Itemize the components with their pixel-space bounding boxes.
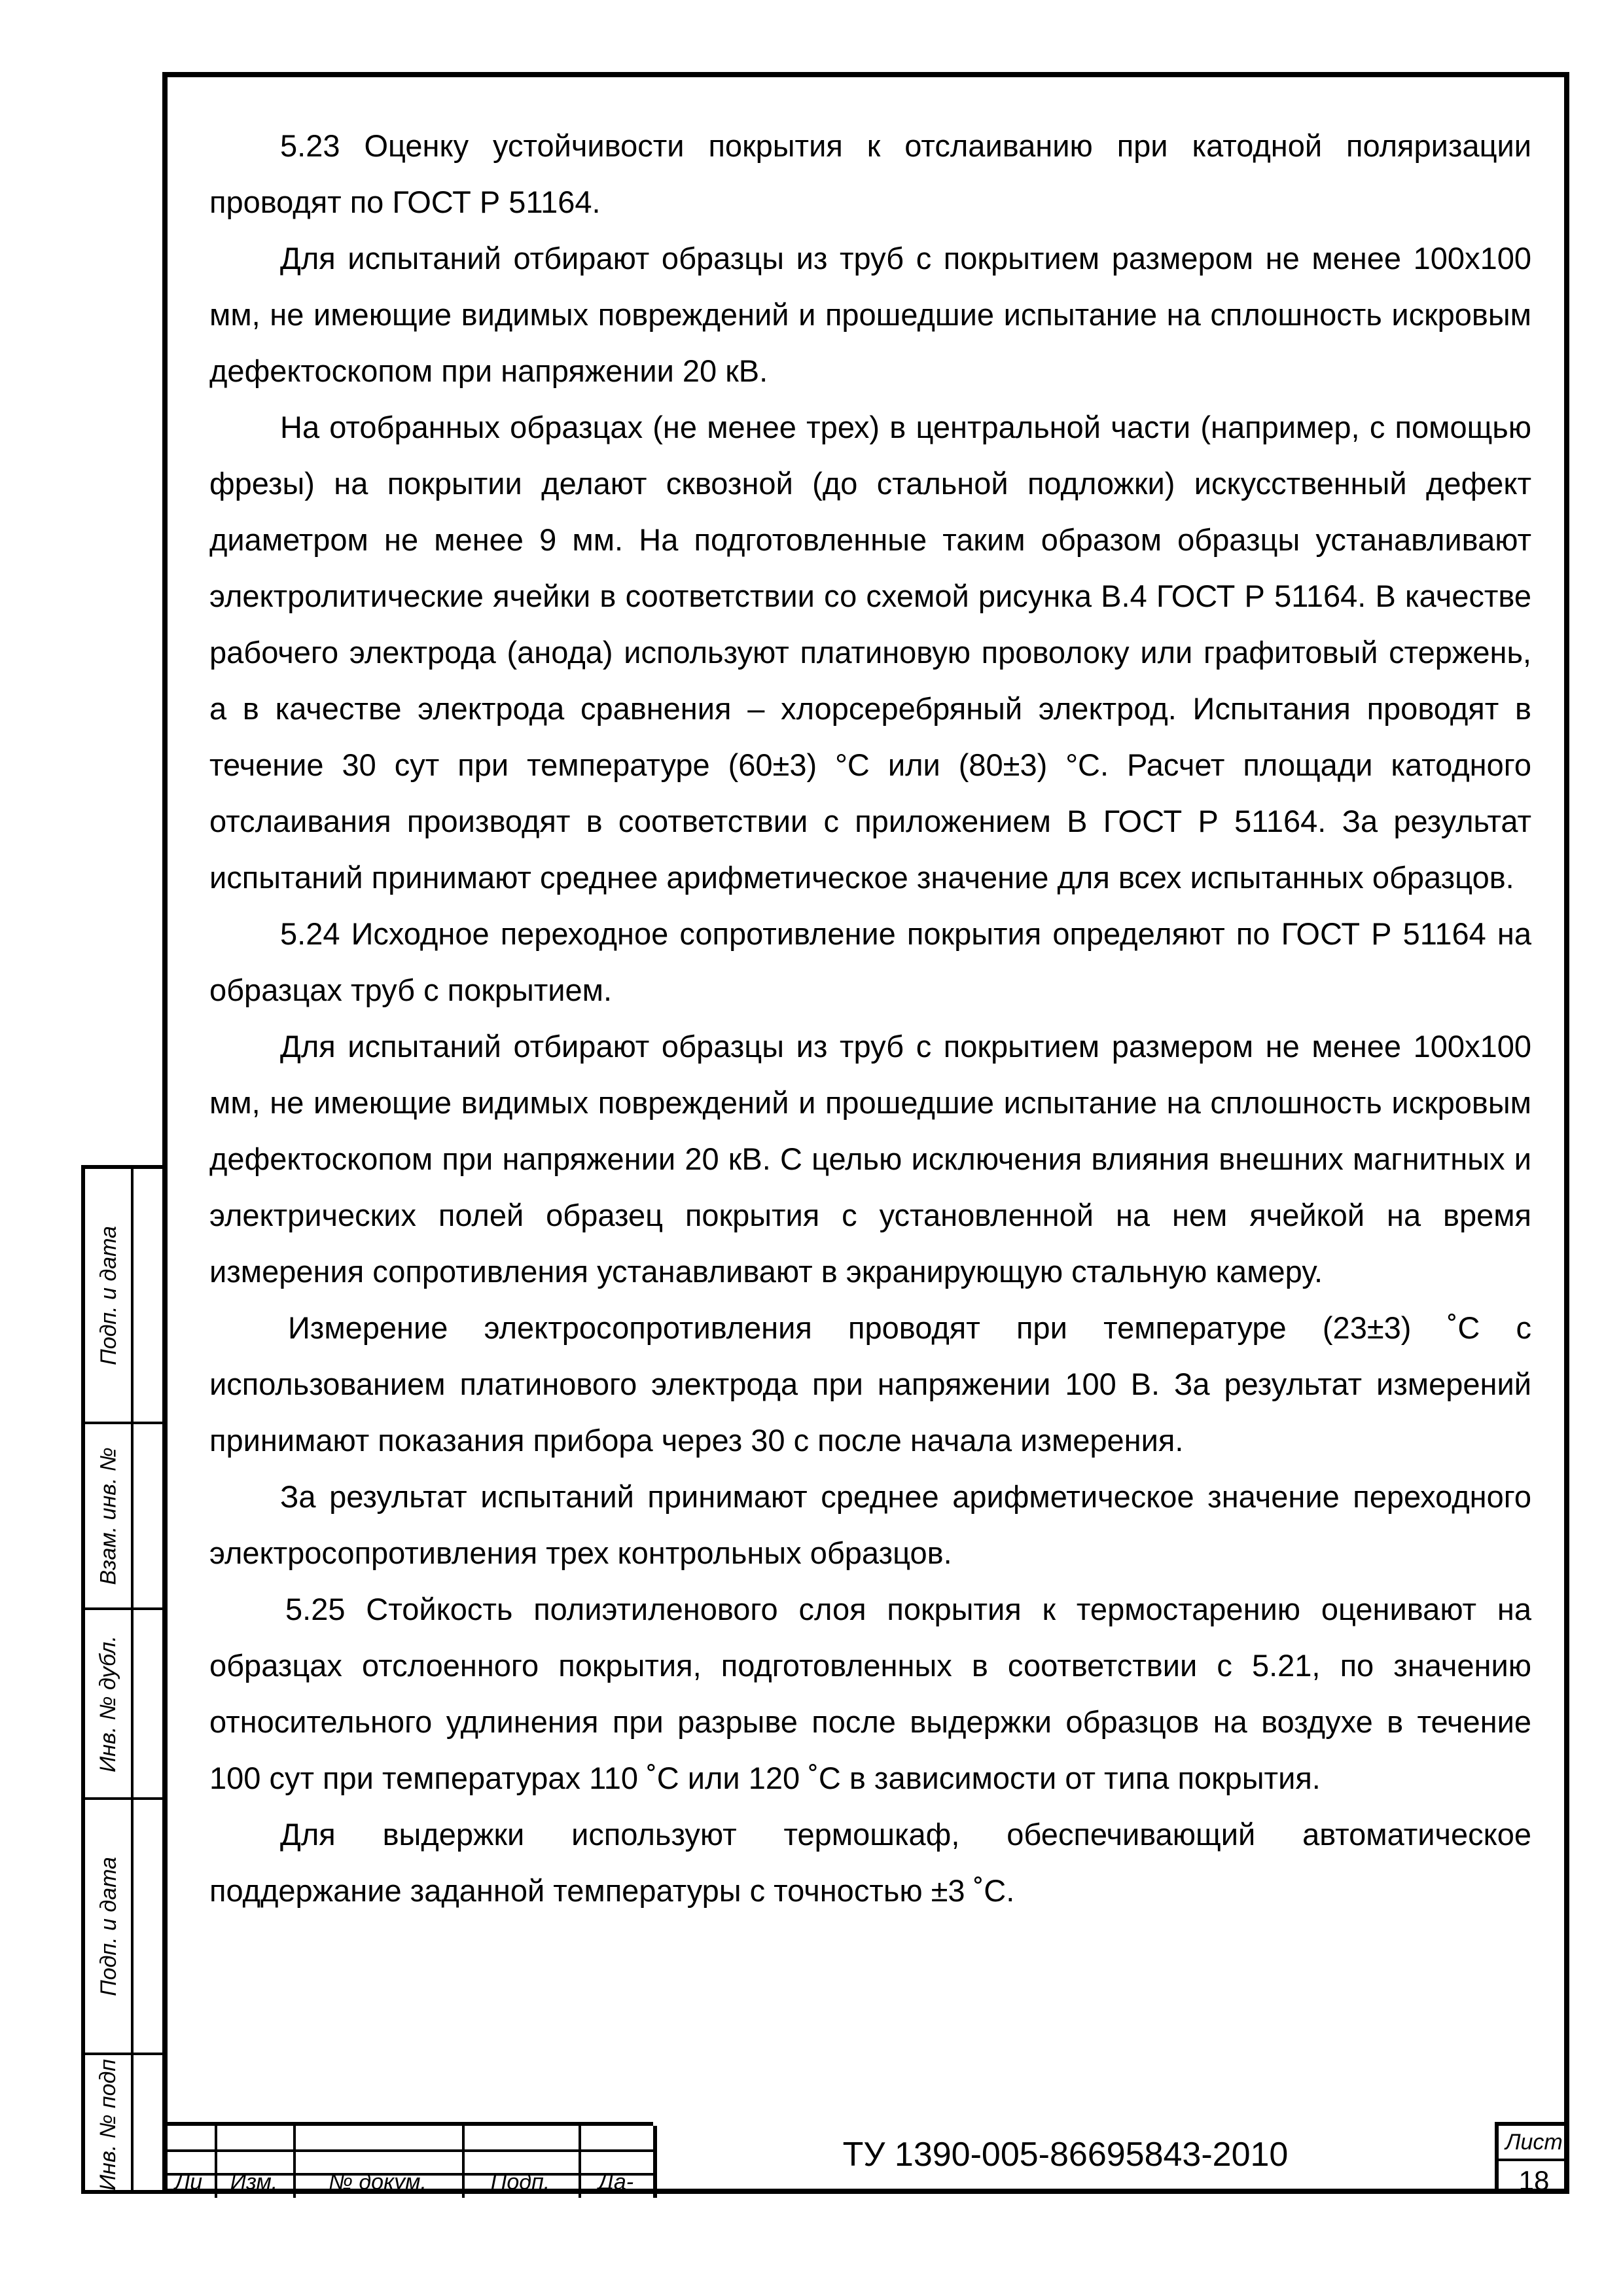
side-cell: [85, 1424, 166, 1610]
paragraph: Для испытаний отбирают образцы из труб с покрытием размером не менее 100х100 мм, не имеющие видимых повреждений и прошедшие испытание на сплошность искровым дефектоскопом при напряжении 20 кВ. С целью исключения влияния внешних магнитных и электрических полей образец покрытия с установленной на нем ячейкой на время измерения сопротивления устанавливают в экранирующую стальную камеру.: [209, 1029, 1531, 1289]
stamp-header: № докум.: [329, 2170, 427, 2195]
paragraph: Для испытаний отбирают образцы из труб с покрытием размером не менее 100х100 мм, не имеющие видимых повреждений и прошедшие испытание на сплошность искровым дефектоскопом при напряжении 20 кВ.: [209, 241, 1531, 388]
stamp-grid: [162, 2122, 653, 2198]
paragraph: 5.23 Оценку устойчивости покрытия к отслаиванию при катодной поляризации проводят по ГОСТ Р 51164.: [209, 128, 1531, 219]
side-strip: [81, 1165, 162, 2194]
side-cell: [85, 1610, 166, 1800]
document-body: [209, 118, 1531, 1919]
side-label: Инв. № подп: [96, 2058, 121, 2191]
stamp-header: Подп.: [490, 2170, 550, 2195]
sheet-label: Лист: [1505, 2130, 1563, 2155]
side-label: Взам. инв. №: [96, 1446, 121, 1585]
paragraph: На отобранных образцах (не менее трех) в центральной части (например, с помощью фрезы) на покрытии делают сквозной (до стальной подложки) искусственный дефект диаметром не менее 9 мм. На подготовленные таким образом образцы устанавливают электролитические ячейки в соответствии со схемой рисунка В.4 ГОСТ Р 51164. В качестве рабочего электрода (анода) используют платиновую проволоку или графитовый стержень, а в качестве электрода сравнения – хлорсеребряный электрод. Испытания проводят в течение 30 сут при температуре (60±3) °С или (80±3) °С. Расчет площади катодного отслаивания производят в соответствии с приложением В ГОСТ Р 51164. За результат испытаний принимают среднее арифметическое значение для всех испытанных образцов.: [209, 410, 1531, 895]
paragraph: Измерение электросопротивления проводят при температуре (23±3) ˚С с использованием платинового электрода при напряжении 100 В. За результат измерений принимают показания прибора через 30 с после начала измерения.: [209, 1310, 1531, 1458]
side-label: Подп. и дата: [96, 1856, 121, 1996]
title-block: [162, 2122, 1569, 2194]
side-cell: [85, 2055, 166, 2194]
sheet-number: 18: [1518, 2165, 1550, 2196]
side-label: Подп. и дата: [96, 1225, 121, 1365]
stamp-header: Изм.: [230, 2170, 278, 2195]
paragraph: 5.25 Стойкость полиэтиленового слоя покрытия к термостарению оценивают на образцах отслоенного покрытия, подготовленных в соответствии с 5.21, по значению относительного удлинения при разрыве после выдержки образцов на воздухе в течение 100 сут при температурах 110 ˚С или 120 ˚С в зависимости от типа покрытия.: [209, 1592, 1531, 1795]
side-cell: [85, 1169, 166, 1424]
side-label: Инв. № дубл.: [96, 1635, 121, 1772]
paragraph: 5.24 Исходное переходное сопротивление покрытия определяют по ГОСТ Р 51164 на образцах труб с покрытием.: [209, 916, 1531, 1007]
sheet-box: [1495, 2122, 1569, 2194]
paragraph: За результат испытаний принимают среднее арифметическое значение переходного электросопротивления трех контрольных образцов.: [209, 1479, 1531, 1570]
stamp-header: Ли: [174, 2170, 203, 2195]
document-code: ТУ 1390-005-86695843-2010: [842, 2136, 1289, 2174]
side-cell: [85, 1800, 166, 2055]
stamp-header: Да-: [597, 2170, 634, 2195]
paragraph: Для выдержки используют термошкаф, обеспечивающий автоматическое поддержание заданной температуры с точностью ±3 ˚С.: [209, 1817, 1531, 1908]
